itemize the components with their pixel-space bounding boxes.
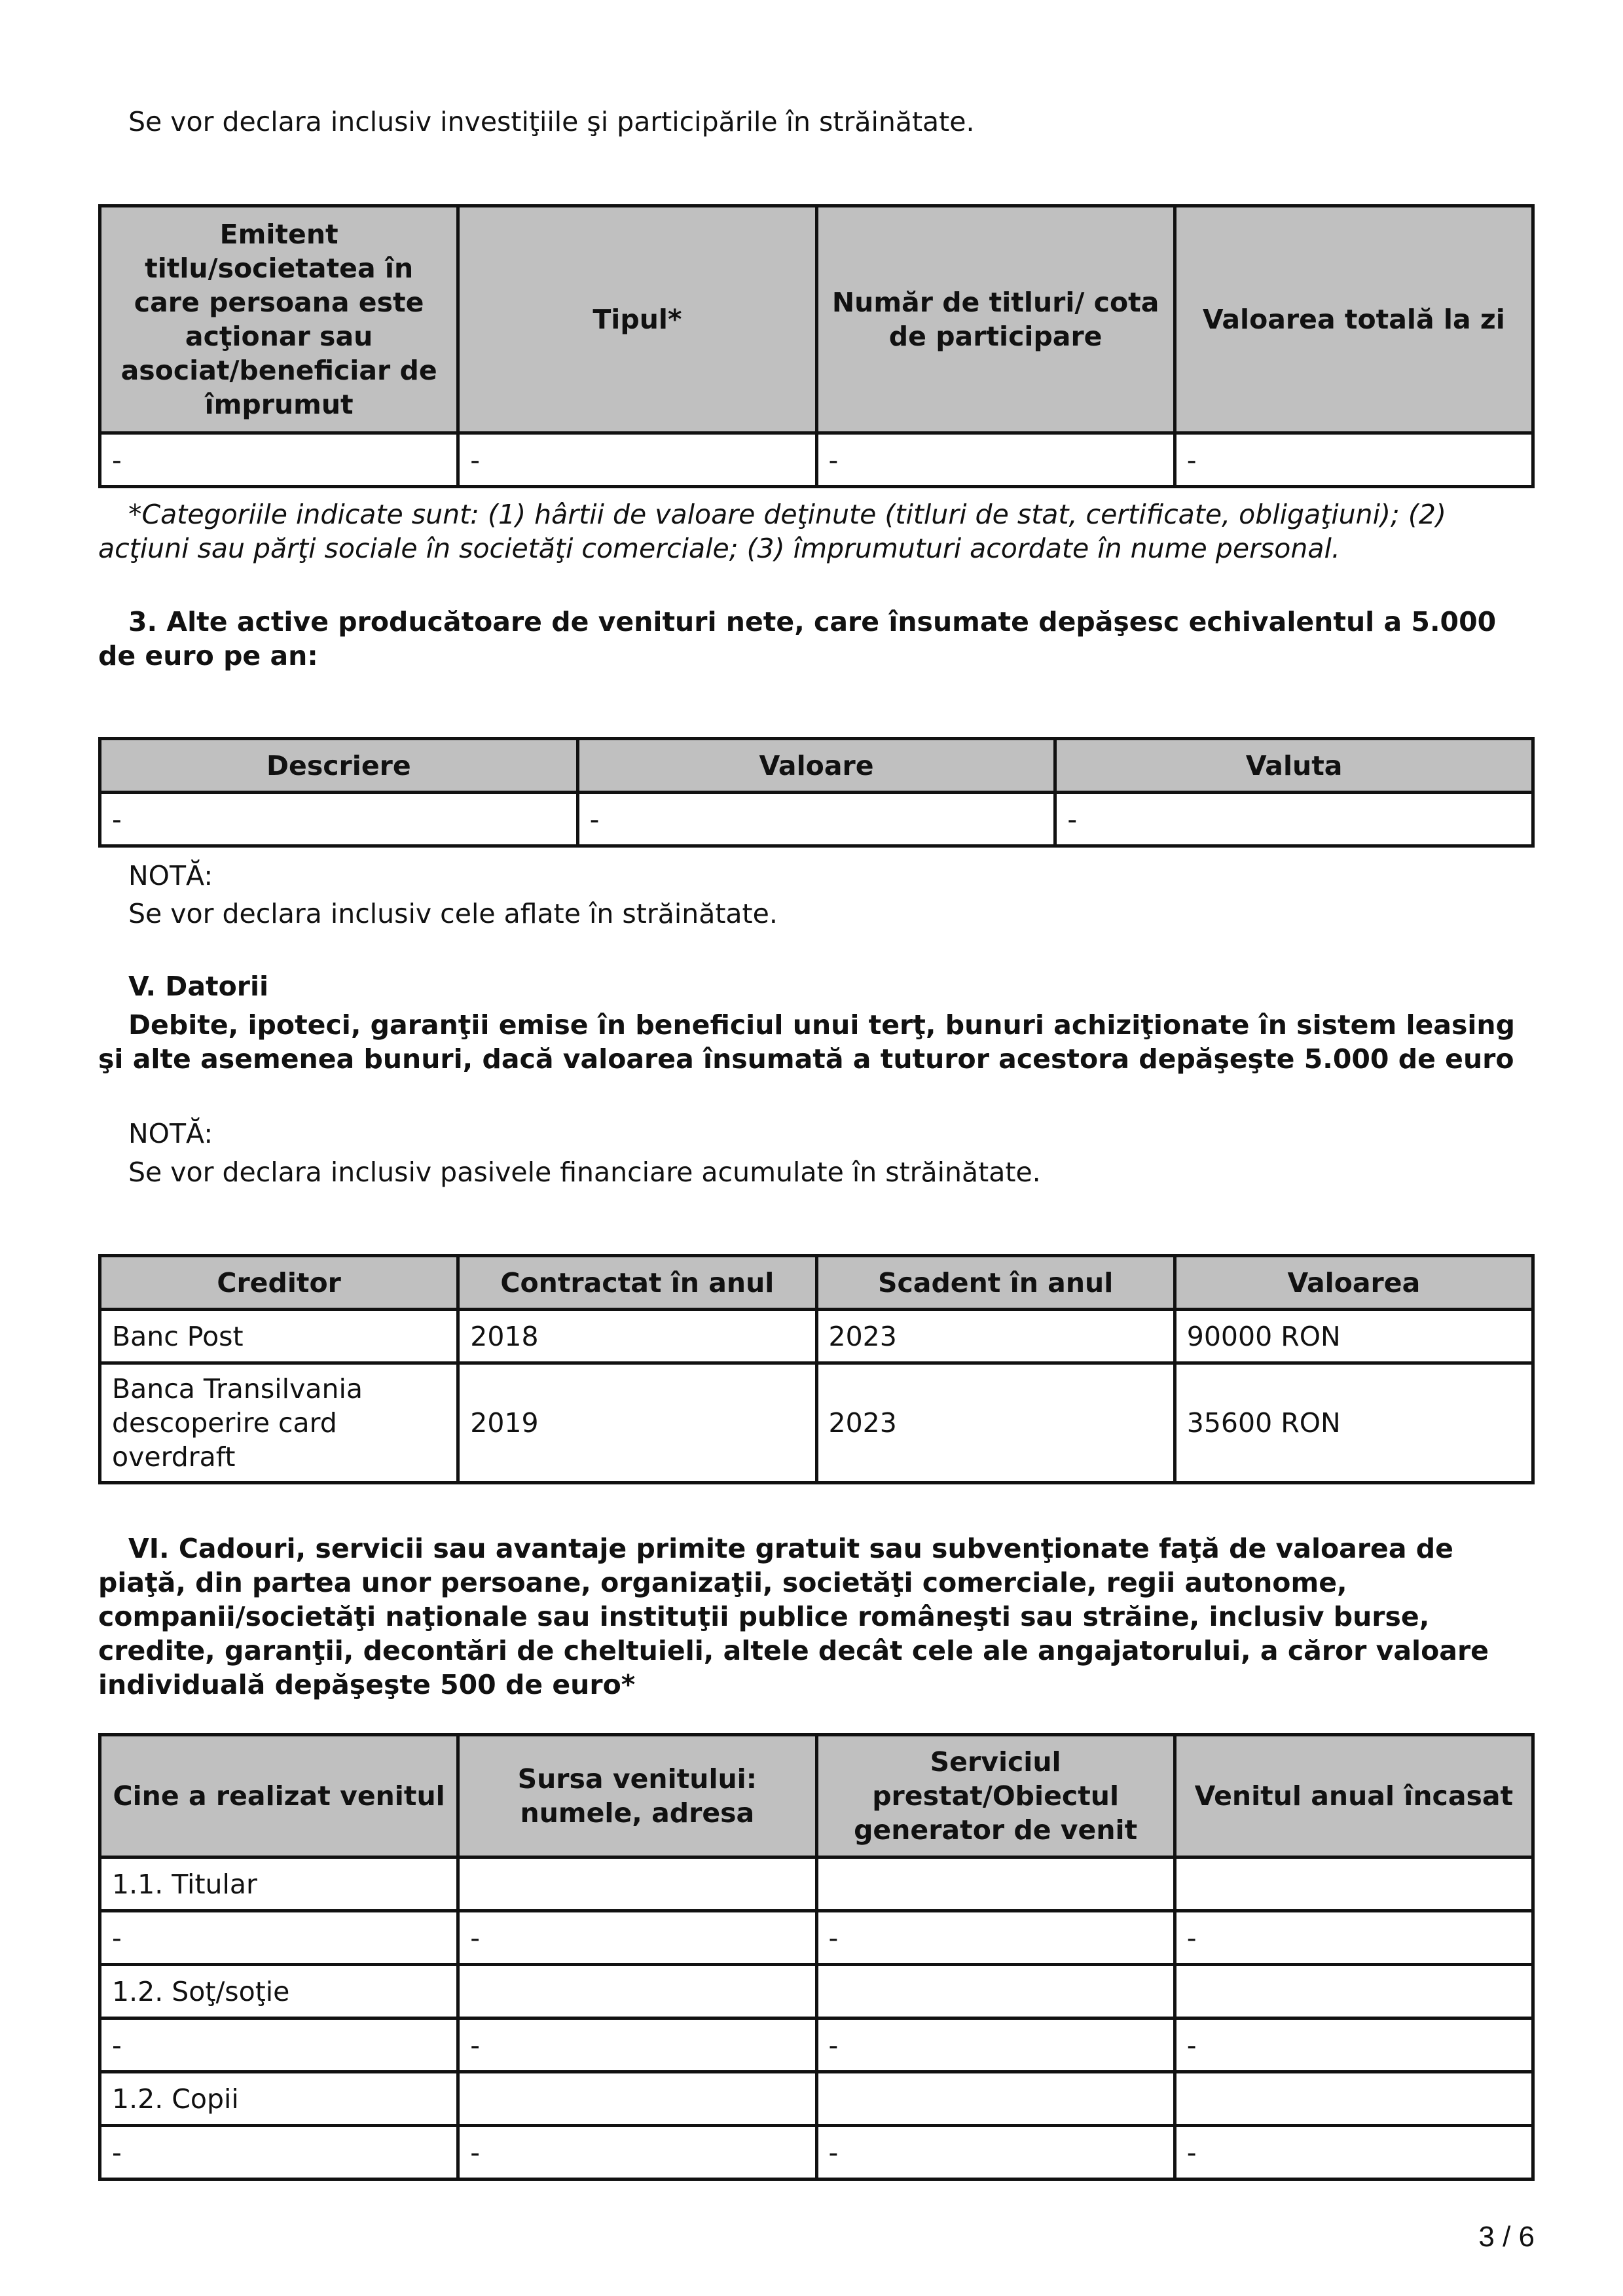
table-header-row — [100, 1735, 1533, 1857]
column-header-venitul-anual: Venitul anual încasat — [1175, 1735, 1533, 1857]
table-row — [100, 1965, 1533, 2018]
table-header-row — [100, 206, 1533, 433]
table-cell — [816, 1857, 1175, 1911]
table-header-row — [100, 739, 1533, 793]
column-header-valoarea-totala: Valoarea totală la zi — [1175, 206, 1533, 433]
investments-table — [98, 204, 1535, 488]
section-3-heading: 3. Alte active producătoare de venituri nete, care însumate depăşesc echivalentul a 5.000 de euro pe an: — [98, 606, 1497, 672]
column-header-creditor: Creditor — [100, 1256, 458, 1310]
column-header-descriere: Descriere — [100, 739, 578, 793]
page-number: 3 / 6 — [1478, 2221, 1535, 2253]
column-header-valuta: Valuta — [1055, 739, 1533, 793]
column-header-contractat: Contractat în anul — [458, 1256, 816, 1310]
note-text: Se vor declara inclusiv pasivele financiare acumulate în străinătate. — [128, 1157, 1041, 1188]
table-header-row — [100, 1256, 1533, 1310]
table-row — [100, 793, 1533, 846]
table-cell: 2023 — [816, 1310, 1175, 1363]
column-header-tipul: Tipul* — [458, 206, 816, 433]
table-cell: - — [816, 1911, 1175, 1965]
table-cell — [458, 1857, 816, 1911]
table-cell — [1175, 1965, 1533, 2018]
note-label: NOTĂ: — [128, 860, 213, 891]
table-cell: - — [816, 2018, 1175, 2072]
column-header-serviciul-prestat: Serviciul prestat/Obiectul generator de venit — [816, 1735, 1175, 1857]
note-text: Se vor declara inclusiv cele aflate în străinătate. — [128, 898, 778, 929]
table-cell — [816, 1965, 1175, 2018]
table-cell: - — [816, 433, 1175, 487]
note-label: NOTĂ: — [128, 1118, 213, 1149]
other-assets-table — [98, 737, 1535, 848]
table-cell: 1.2. Soţ/soţie — [100, 1965, 458, 2018]
table-row — [100, 2126, 1533, 2179]
section-5-title: V. Datorii — [128, 971, 269, 1002]
table-cell: - — [1175, 433, 1533, 487]
column-header-cine-a-realizat: Cine a realizat venitul — [100, 1735, 458, 1857]
table-row — [100, 2018, 1533, 2072]
debts-table — [98, 1254, 1535, 1484]
column-header-sursa-venitului: Sursa venitului: numele, adresa — [458, 1735, 816, 1857]
table-cell: Banca Transilvania descoperire card overdraft — [100, 1363, 458, 1483]
table-cell: - — [100, 1911, 458, 1965]
column-header-numar-titluri: Număr de titluri/ cota de participare — [816, 206, 1175, 433]
table-cell: 1.1. Titular — [100, 1857, 458, 1911]
table-cell: 2023 — [816, 1363, 1175, 1483]
column-header-valoarea: Valoarea — [1175, 1256, 1533, 1310]
table-cell: 2018 — [458, 1310, 816, 1363]
column-header-emitent: Emitent titlu/societatea în care persoana este acţionar sau asociat/beneficiar de împrumut — [100, 206, 458, 433]
table-cell: 2019 — [458, 1363, 816, 1483]
table-cell — [458, 1965, 816, 2018]
table-cell — [1175, 1857, 1533, 1911]
table-row — [100, 1310, 1533, 1363]
table-row — [100, 1363, 1533, 1483]
table-cell: - — [458, 2126, 816, 2179]
section-5-description: Debite, ipoteci, garanţii emise în beneficiul unui terţ, bunuri achiziţionate în sistem leasing şi alte asemenea bunuri, dacă valoarea însumată a tuturor acestora depăşeşte 5.000 de euro — [98, 1009, 1515, 1075]
table-cell: - — [577, 793, 1055, 846]
table-cell: - — [1175, 2018, 1533, 2072]
table-cell — [458, 2072, 816, 2126]
investments-note: Se vor declara inclusiv investiţiile şi participările în străinătate. — [128, 106, 975, 137]
column-header-scadent: Scadent în anul — [816, 1256, 1175, 1310]
table-row — [100, 1857, 1533, 1911]
table-cell: - — [1175, 2126, 1533, 2179]
table-cell: - — [100, 793, 578, 846]
column-header-valoare: Valoare — [577, 739, 1055, 793]
table-cell: - — [100, 2126, 458, 2179]
table-cell: - — [458, 1911, 816, 1965]
section-6-heading: VI. Cadouri, servicii sau avantaje primite gratuit sau subvenţionate faţă de valoarea de piaţă, din partea unor persoane, organizaţii, societăţi comerciale, regii autonome, companii/societăţi naţionale sau instituţii publice româneşti sau străine, inclusiv burse, credite, garanţii, decontări de cheltuieli, altele decât cele ale angajatorului, a căror valoare individuală depăşeşte 500 de euro* — [98, 1533, 1489, 1700]
table-row — [100, 1911, 1533, 1965]
table-cell: - — [458, 2018, 816, 2072]
table-cell: - — [100, 433, 458, 487]
table-cell: Banc Post — [100, 1310, 458, 1363]
categories-footnote: *Categoriile indicate sunt: (1) hârtii de valoare deţinute (titluri de stat, certificate, obligaţiuni); (2) acţiuni sau părţi sociale în societăţi comerciale; (3) împrumuturi acordate în nume personal. — [98, 499, 1446, 564]
table-cell: 35600 RON — [1175, 1363, 1533, 1483]
table-cell — [1175, 2072, 1533, 2126]
gifts-table — [98, 1733, 1535, 2181]
table-cell: 90000 RON — [1175, 1310, 1533, 1363]
table-cell: - — [1055, 793, 1533, 846]
table-cell: - — [816, 2126, 1175, 2179]
table-cell: 1.2. Copii — [100, 2072, 458, 2126]
table-row — [100, 433, 1533, 487]
table-cell: - — [1175, 1911, 1533, 1965]
table-cell: - — [100, 2018, 458, 2072]
table-cell — [816, 2072, 1175, 2126]
table-row — [100, 2072, 1533, 2126]
table-cell: - — [458, 433, 816, 487]
